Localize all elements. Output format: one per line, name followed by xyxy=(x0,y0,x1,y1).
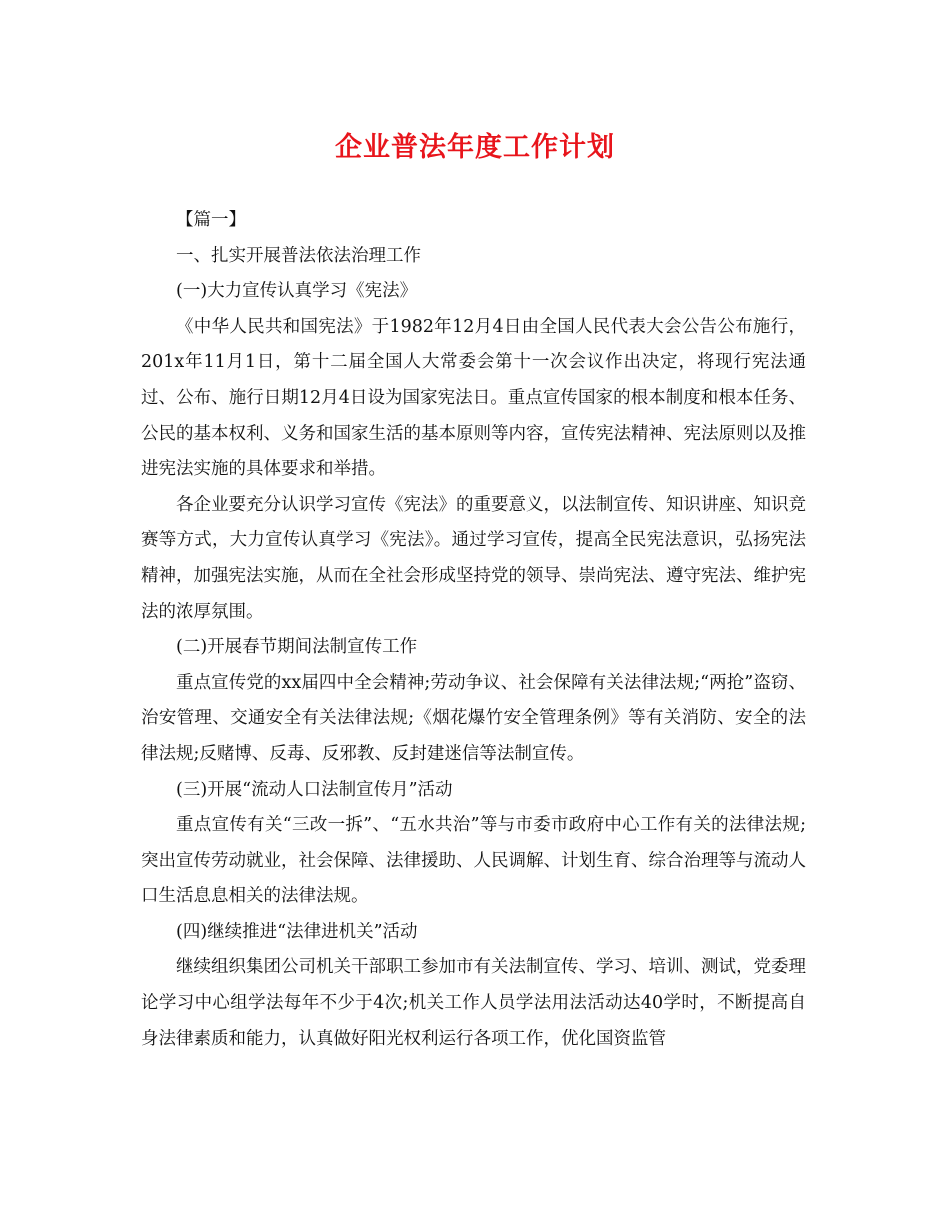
heading-level-2: (四)继续推进“法律进机关”活动 xyxy=(176,921,418,942)
heading-level-2: (一)大力宣传认真学习《宪法》 xyxy=(176,281,418,302)
body-paragraph: 重点宣传有关“三改一拆”、“五水共治”等与市委市政府中心工作有关的法律法规;突出宣传劳动就业，社会保障、法律援助、人民调解、计划生育、综合治理等与流动人口生活息息相关的法律法规。 xyxy=(141,815,806,907)
heading-level-1: 一、扎实开展普法依法治理工作 xyxy=(176,245,421,266)
body-paragraph: 《中华人民共和国宪法》于1982年12月4日由全国人民代表大会公告公布施行，201x年11月1日，第十二届全国人大常委会第十一次会议作出决定，将现行宪法通过、公布、施行日期12月4日设为国家宪法日。重点宣传国家的根本制度和根本任务、公民的基本权利、义务和国家生活的基本原则等内容，宣传宪法精神、宪法原则以及推进宪法实施的具体要求和举措。 xyxy=(141,316,806,480)
document-body xyxy=(141,203,806,1057)
body-paragraph: 重点宣传党的xx届四中全会精神;劳动争议、社会保障有关法律法规;“两抢”盗窃、治安管理、交通安全有关法律法规;《烟花爆竹安全管理条例》等有关消防、安全的法律法规;反赌博、反毒、反邪教、反封建迷信等法制宣传。 xyxy=(141,672,806,764)
document-title: 企业普法年度工作计划 xyxy=(335,132,615,163)
heading-level-2: (二)开展春节期间法制宣传工作 xyxy=(176,637,418,658)
body-paragraph: 继续组织集团公司机关干部职工参加市有关法制宣传、学习、培训、测试，党委理论学习中心组学法每年不少于4次;机关工作人员学法用法活动达40学时，不断提高自身法律素质和能力，认真做好阳光权利运行各项工作，优化国资监管 xyxy=(141,957,806,1049)
section-label: 【篇一】 xyxy=(176,210,246,230)
heading-level-2: (三)开展“流动人口法制宣传月”活动 xyxy=(176,779,453,800)
body-paragraph: 各企业要充分认识学习宣传《宪法》的重要意义，以法制宣传、知识讲座、知识竞赛等方式，大力宣传认真学习《宪法》。通过学习宣传，提高全民宪法意识，弘扬宪法精神，加强宪法实施，从而在全社会形成坚持党的领导、崇尚宪法、遵守宪法、维护宪法的浓厚氛围。 xyxy=(141,494,806,622)
